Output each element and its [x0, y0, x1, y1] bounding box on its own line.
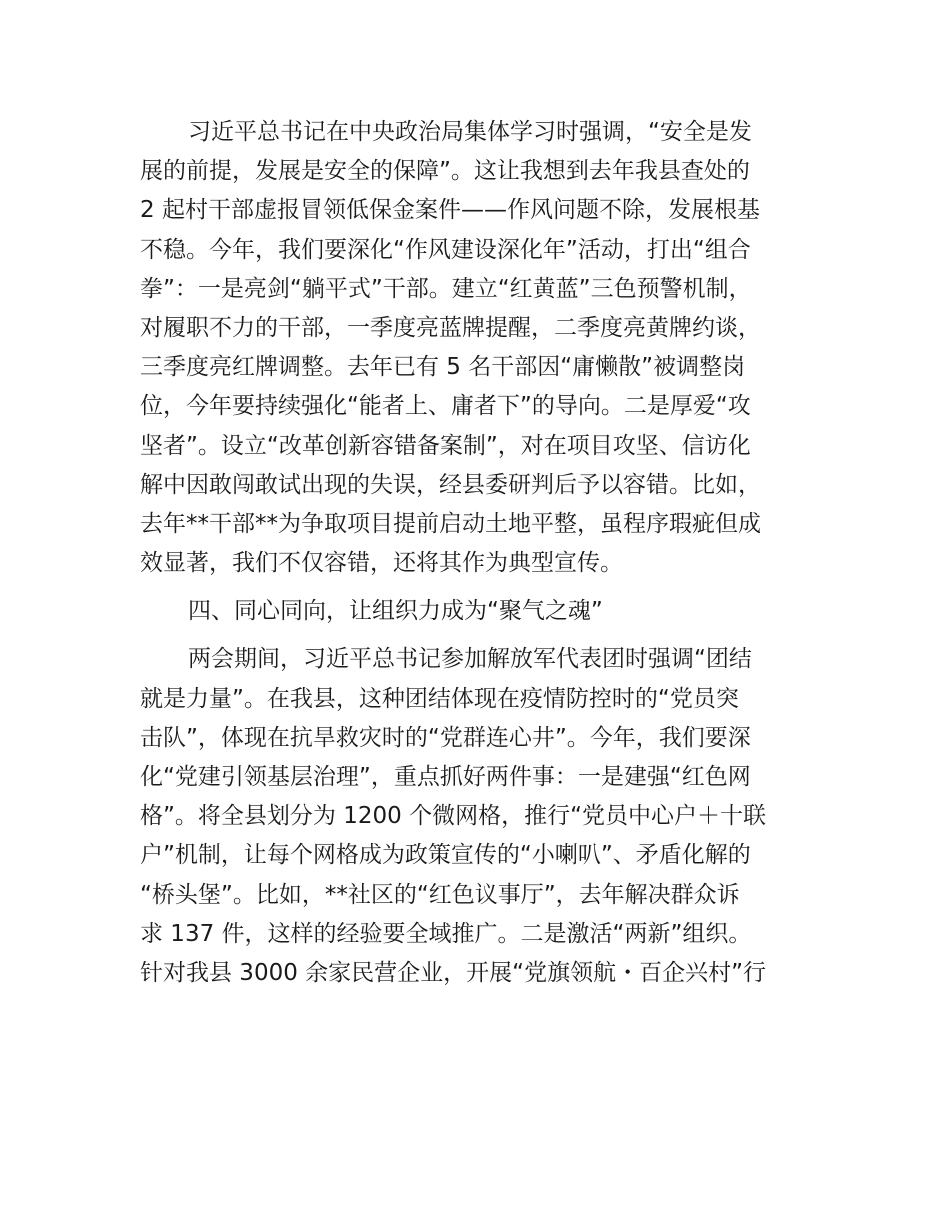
paragraph-line: 格”。将全县划分为 1200 个微网格，推行“党员中心户＋十联: [140, 803, 766, 830]
paragraph-line: 坚者”。设立“改革创新容错备案制”，对在项目攻坚、信访化: [140, 432, 751, 459]
paragraph-line: 展的前提，发展是安全的保障”。这让我想到去年我县查处的: [140, 158, 750, 185]
paragraph-line: 习近平总书记在中央政治局集体学习时强调，“安全是发: [188, 119, 752, 145]
paragraph-line: 拳”：一是亮剑“躺平式”干部。建立“红黄蓝”三色预警机制，: [140, 275, 752, 302]
paragraph-line: 针对我县 3000 余家民营企业，开展“党旗领航・百企兴村”行: [140, 959, 766, 986]
paragraph-line: 击队”，体现在抗旱救灾时的“党群连心井”。今年，我们要深: [140, 724, 751, 751]
paragraph-line: 解中因敢闯敢试出现的失误，经县委研判后予以容错。比如，: [140, 471, 761, 498]
paragraph-line: 不稳。今年，我们要深化“作风建设深化年”活动，打出“组合: [140, 236, 751, 263]
document-body: [140, 113, 812, 993]
paragraph-line: “桥头堡”。比如，**社区的“红色议事厅”，去年解决群众诉: [140, 881, 740, 908]
paragraph-line: 求 137 件，这样的经验要全域推广。二是激活“两新”组织。: [140, 920, 752, 947]
paragraph-line: 就是力量”。在我县，这种团结体现在疫情防控时的“党员突: [140, 685, 739, 712]
paragraph-line: 对履职不力的干部，一季度亮蓝牌提醒，二季度亮黄牌约谈，: [140, 314, 761, 341]
paragraph-line: 效显著，我们不仅容错，还将其作为典型宣传。: [140, 550, 623, 577]
spacer: [140, 631, 812, 640]
paragraph-line: 三季度亮红牌调整。去年已有 5 名干部因“庸懒散”被调整岗: [140, 354, 746, 381]
spacer: [140, 583, 812, 592]
paragraph-1: [140, 113, 812, 583]
paragraph-line: 两会期间，习近平总书记参加解放军代表团时强调“团结: [188, 646, 752, 673]
section-heading-text: 四、同心同向，让组织力成为“聚气之魂”: [188, 598, 603, 625]
section-heading: [140, 592, 812, 631]
paragraph-line: 去年**干部**为争取项目提前启动土地平整，虽程序瑕疵但成: [140, 510, 761, 537]
paragraph-line: 位，今年要持续强化“能者上、庸者下”的导向。二是厚爱“攻: [140, 393, 751, 420]
paragraph-line: 户”机制，让每个网格成为政策宣传的“小喇叭”、矛盾化解的: [140, 842, 751, 869]
paragraph-line: 化“党建引领基层治理”，重点抓好两件事：一是建强“红色网: [140, 764, 751, 790]
paragraph-line: 2 起村干部虚报冒领低保金案件——作风问题不除，发展根基: [140, 197, 760, 224]
paragraph-2: [140, 640, 812, 993]
